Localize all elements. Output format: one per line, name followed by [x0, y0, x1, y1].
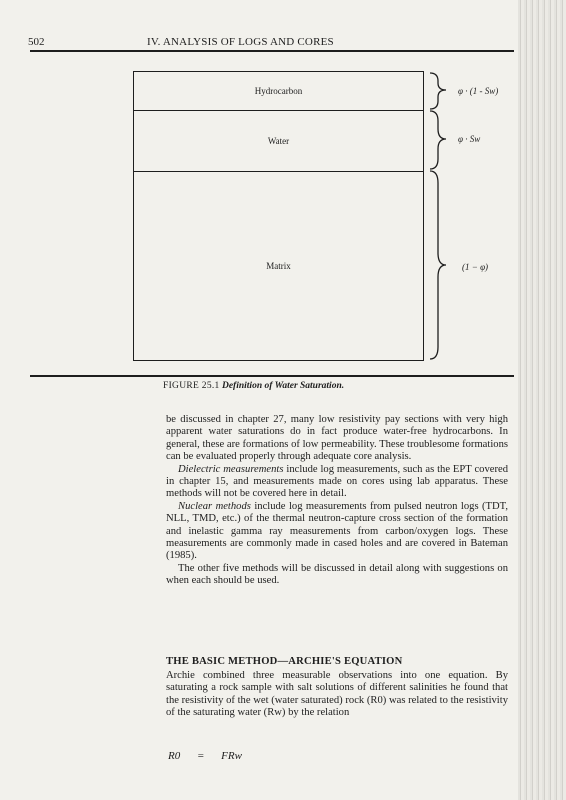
- matrix-label: Matrix: [266, 260, 291, 271]
- matrix-layer: [134, 171, 423, 360]
- paragraph: Dielectric measurements include log measurements, such as the EPT covered in chapter 15, and measurements made on cores using lab apparatus. These methods will not be covered here in detail.: [166, 463, 509, 500]
- scan-edge-shading: [518, 0, 566, 800]
- hydrocarbon-label: Hydrocarbon: [254, 86, 303, 96]
- figure-rule: [30, 375, 514, 377]
- archie-paragraph: Archie combined three measurable observations into one equation. By saturating a rock sample with salt solutions of different salinities he found that the resistivity of the wet (water saturated) rock (R0) was related to the resistivity of the saturating water (Rw) by the relation: [166, 670, 508, 719]
- archie-equation: R0 = FRw: [168, 750, 242, 762]
- running-head: IV. ANALYSIS OF LOGS AND CORES: [147, 36, 334, 48]
- term: Nuclear methods: [178, 500, 251, 512]
- water-label: Water: [267, 135, 290, 146]
- hydrocarbon-fraction-label: φ · (1 - Sw): [458, 86, 499, 96]
- term: Dielectric measurements: [178, 463, 284, 475]
- hydrocarbon-layer: [134, 72, 423, 111]
- saturation-diagram: [133, 71, 424, 361]
- section-heading: THE BASIC METHOD—ARCHIE'S EQUATION: [166, 656, 403, 667]
- water-layer: [134, 110, 423, 172]
- figure-number: FIGURE 25.1: [163, 381, 220, 391]
- hydrocarbon-brace: [430, 73, 446, 109]
- page-number: 502: [28, 36, 45, 48]
- figure-title: Definition of Water Saturation.: [221, 381, 345, 391]
- matrix-brace: [430, 171, 446, 359]
- header-rule: [30, 50, 514, 52]
- paragraph: Nuclear methods include log measurements from pulsed neutron logs (TDT, NLL, TMD, etc.) of the thermal neutron-capture cross section of the formation and inelastic gamma ray measurements from carbon/oxygen logs. These measurements are commonly made in cased holes and are covered in Bateman (1985).: [166, 500, 508, 562]
- matrix-fraction-label: (1 − φ): [462, 262, 489, 272]
- water-brace: [430, 111, 446, 169]
- paragraph: The other five methods will be discussed in detail along with suggestions on when each should be used.: [166, 562, 508, 587]
- body-text: [166, 414, 508, 588]
- paragraph: be discussed in chapter 27, many low resistivity pay sections with very high apparent water saturations do in fact produce water-free hydrocarbons. In general, these are formations of low permeability. These troublesome formations can be evaluated properly through adequate core analysis.: [166, 414, 508, 463]
- water-fraction-label: φ · Sw: [458, 134, 481, 144]
- figure-caption: [163, 381, 344, 391]
- brace-group: [424, 71, 464, 363]
